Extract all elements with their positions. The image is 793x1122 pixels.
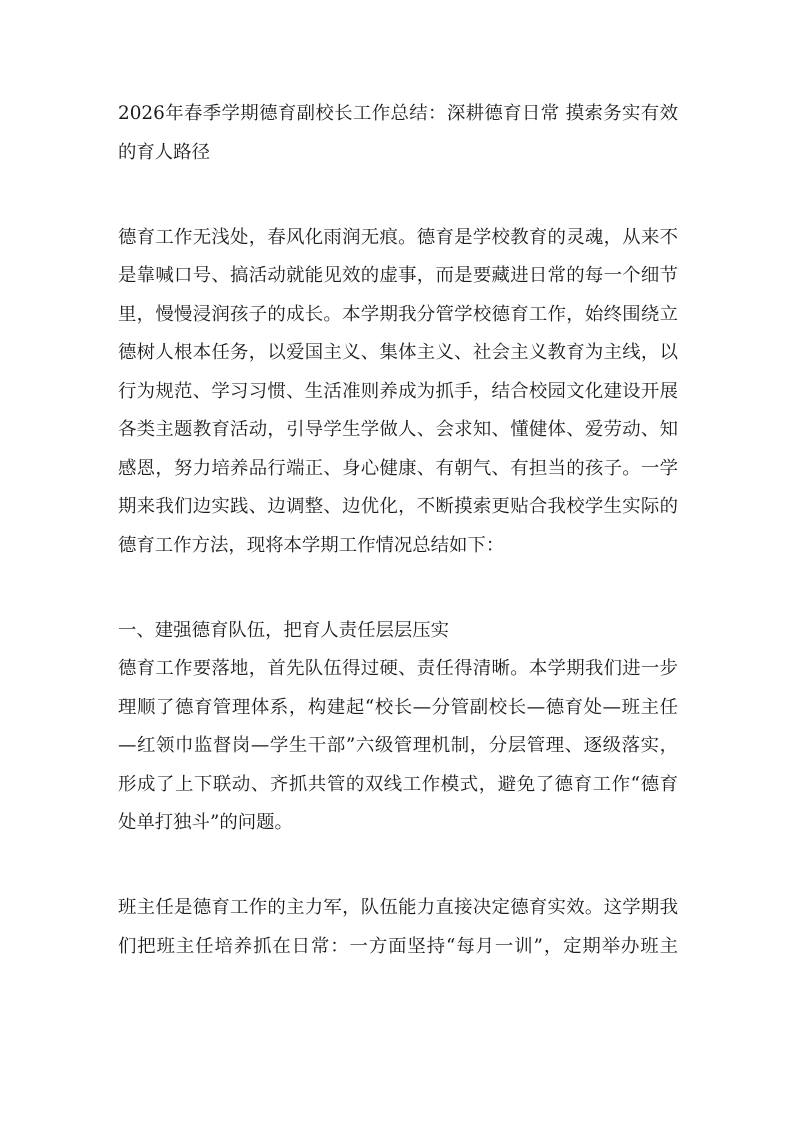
paragraph-line: —红领巾监督岗—学生干部”六级管理机制，分层管理、逐级落实，	[118, 735, 678, 756]
paragraph-line: 形成了上下联动、齐抓共管的双线工作模式，避免了德育工作“德育	[118, 773, 678, 795]
paragraph-line: 里，慢慢浸润孩子的成长。本学期我分管学校德育工作，始终围绕立	[118, 303, 678, 325]
intro-paragraph	[118, 219, 678, 566]
paragraph-line: 班主任是德育工作的主力军，队伍能力直接决定德育实效。这学期我	[118, 897, 678, 918]
paragraph-line: 期来我们边实践、边调整、边优化，不断摸索更贴合我校学生实际的	[118, 496, 678, 517]
paragraph-line: 德树人根本任务，以爱国主义、集体主义、社会主义教育为主线，以	[118, 342, 678, 363]
paragraph-line: 德育工作要落地，首先队伍得过硬、责任得清晰。本学期我们进一步	[118, 658, 678, 679]
blank-line	[118, 604, 678, 612]
blank-line	[118, 565, 678, 604]
body-paragraph	[118, 650, 678, 843]
title-line: 的育人路径	[118, 141, 210, 163]
paragraph-line: 感恩，努力培养品行端正、身心健康、有朝气、有担当的孩子。一学	[118, 457, 678, 479]
paragraph-line: 们把班主任培养抓在日常：一方面坚持“每月一训”，定期举办班主	[118, 935, 678, 957]
paragraph-line: 德育工作无浅处，春风化雨润无痕。德育是学校教育的灵魂，从来不	[118, 226, 678, 248]
body-paragraph	[118, 889, 678, 966]
paragraph-line: 处单打独斗”的问题。	[118, 812, 293, 833]
blank-line	[118, 843, 678, 882]
section-heading: 一、建强德育队伍，把育人责任层层压实	[118, 619, 450, 641]
paragraph-line: 是靠喊口号、搞活动就能见效的虚事，而是要藏进日常的每一个细节	[118, 265, 678, 286]
paragraph-line: 德育工作方法，现将本学期工作情况总结如下：	[118, 534, 505, 556]
document-page	[118, 95, 678, 966]
paragraph-line: 行为规范、学习习惯、生活准则养成为抓手，结合校园文化建设开展	[118, 380, 678, 402]
document-title	[118, 95, 678, 172]
blank-line	[118, 881, 678, 889]
paragraph-line: 各类主题教育活动，引导学生学做人、会求知、懂健体、爱劳动、知	[118, 419, 678, 440]
paragraph-line: 理顺了德育管理体系，构建起“校长—分管副校长—德育处—班主任	[118, 696, 678, 718]
blank-line	[118, 172, 678, 211]
blank-line	[118, 211, 678, 219]
title-line: 2026年春季学期德育副校长工作总结：深耕德育日常 摸索务实有效	[118, 103, 678, 124]
